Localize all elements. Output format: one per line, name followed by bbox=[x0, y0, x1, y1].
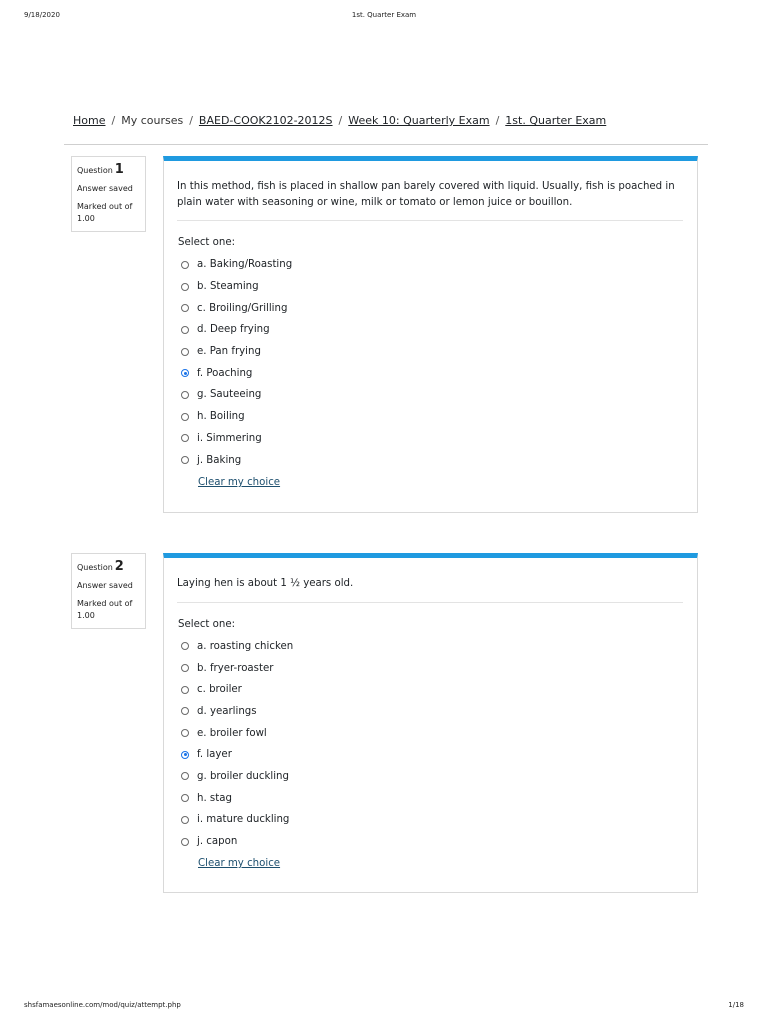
answer-label: b. Steaming bbox=[197, 281, 259, 293]
question-state: Answer saved bbox=[77, 581, 133, 590]
answer-option[interactable] bbox=[181, 679, 697, 701]
radio-icon[interactable] bbox=[181, 707, 189, 715]
answer-option[interactable] bbox=[181, 449, 697, 471]
radio-icon[interactable] bbox=[181, 304, 189, 312]
question-text: Laying hen is about 1 ½ years old. bbox=[177, 576, 683, 603]
question-number: Question 1 bbox=[77, 162, 124, 177]
breadcrumb-quiz[interactable]: 1st. Quarter Exam bbox=[505, 114, 607, 127]
radio-icon[interactable] bbox=[181, 456, 189, 464]
question-card-1 bbox=[163, 156, 698, 513]
answer-label: f. layer bbox=[197, 749, 232, 761]
breadcrumb-week[interactable]: Week 10: Quarterly Exam bbox=[348, 114, 490, 127]
answer-label: g. broiler duckling bbox=[197, 770, 289, 782]
answer-option[interactable] bbox=[181, 406, 697, 428]
radio-icon[interactable] bbox=[181, 838, 189, 846]
answer-label: j. Baking bbox=[197, 454, 242, 466]
answer-option[interactable] bbox=[181, 744, 697, 766]
answer-label: a. Baking/Roasting bbox=[197, 259, 293, 271]
answer-option[interactable] bbox=[181, 276, 697, 298]
radio-icon[interactable] bbox=[181, 772, 189, 780]
print-page-number: 1/18 bbox=[728, 1001, 744, 1009]
answer-option[interactable] bbox=[181, 831, 697, 853]
clear-choice-link[interactable]: Clear my choice bbox=[198, 858, 281, 870]
radio-icon[interactable] bbox=[181, 729, 189, 737]
question-card-2 bbox=[163, 553, 698, 893]
question-number: Question 2 bbox=[77, 559, 124, 574]
answer-label: h. stag bbox=[197, 792, 232, 804]
question-info-1 bbox=[71, 156, 146, 232]
question-info-2 bbox=[71, 553, 146, 629]
answer-list bbox=[181, 254, 697, 471]
answer-option[interactable] bbox=[181, 787, 697, 809]
print-url: shsfamaesonline.com/mod/quiz/attempt.php bbox=[24, 1001, 181, 1009]
question-grade: Marked out of 1.00 bbox=[77, 599, 133, 620]
print-title: 1st. Quarter Exam bbox=[351, 11, 417, 19]
answer-option[interactable] bbox=[181, 657, 697, 679]
answer-option[interactable] bbox=[181, 722, 697, 744]
answer-label: c. broiler bbox=[197, 684, 242, 696]
answer-option[interactable] bbox=[181, 701, 697, 723]
answer-label: j. capon bbox=[197, 836, 238, 848]
answer-label: d. Deep frying bbox=[197, 324, 270, 336]
radio-icon[interactable] bbox=[181, 348, 189, 356]
answer-label: e. Pan frying bbox=[197, 346, 261, 358]
question-grade: Marked out of 1.00 bbox=[77, 202, 133, 223]
answer-option[interactable] bbox=[181, 341, 697, 363]
radio-icon[interactable] bbox=[181, 642, 189, 650]
radio-icon[interactable] bbox=[181, 434, 189, 442]
radio-icon[interactable] bbox=[181, 326, 189, 334]
breadcrumb bbox=[73, 114, 606, 127]
answer-label: f. Poaching bbox=[197, 367, 253, 379]
radio-icon[interactable] bbox=[181, 413, 189, 421]
breadcrumb-separator: / bbox=[111, 114, 116, 127]
clear-choice-link[interactable]: Clear my choice bbox=[198, 476, 281, 488]
radio-checked-icon[interactable] bbox=[181, 751, 189, 759]
radio-checked-icon[interactable] bbox=[181, 369, 189, 377]
select-one-prompt: Select one: bbox=[178, 618, 236, 630]
radio-icon[interactable] bbox=[181, 391, 189, 399]
answer-option[interactable] bbox=[181, 297, 697, 319]
answer-list bbox=[181, 636, 697, 853]
answer-label: d. yearlings bbox=[197, 705, 257, 717]
answer-option[interactable] bbox=[181, 636, 697, 658]
question-text: In this method, fish is placed in shallow pan barely covered with liquid. Usually, fish is poached in plain water with seasoning or wine, milk or tomato or lemon juice or bouillon. bbox=[177, 179, 683, 221]
print-header bbox=[24, 11, 744, 23]
breadcrumb-my-courses: My courses bbox=[121, 114, 184, 127]
header-divider bbox=[64, 144, 708, 145]
answer-option[interactable] bbox=[181, 362, 697, 384]
answer-label: e. broiler fowl bbox=[197, 727, 267, 739]
breadcrumb-separator: / bbox=[189, 114, 193, 127]
breadcrumb-home[interactable]: Home bbox=[73, 114, 106, 127]
radio-icon[interactable] bbox=[181, 261, 189, 269]
radio-icon[interactable] bbox=[181, 686, 189, 694]
radio-icon[interactable] bbox=[181, 794, 189, 802]
print-footer bbox=[24, 1001, 744, 1013]
answer-option[interactable] bbox=[181, 428, 697, 450]
radio-icon[interactable] bbox=[181, 664, 189, 672]
answer-option[interactable] bbox=[181, 766, 697, 788]
print-date: 9/18/2020 bbox=[24, 11, 60, 19]
answer-option[interactable] bbox=[181, 809, 697, 831]
answer-label: a. roasting chicken bbox=[197, 640, 294, 652]
answer-label: i. Simmering bbox=[197, 432, 262, 444]
answer-label: c. Broiling/Grilling bbox=[197, 302, 288, 314]
select-one-prompt: Select one: bbox=[178, 237, 236, 248]
answer-option[interactable] bbox=[181, 384, 697, 406]
radio-icon[interactable] bbox=[181, 283, 189, 291]
radio-icon[interactable] bbox=[181, 816, 189, 824]
answer-label: g. Sauteeing bbox=[197, 389, 262, 401]
breadcrumb-separator: / bbox=[495, 114, 500, 127]
answer-option[interactable] bbox=[181, 319, 697, 341]
breadcrumb-course[interactable]: BAED-COOK2102-2012S bbox=[198, 114, 333, 127]
answer-option[interactable] bbox=[181, 254, 697, 276]
answer-label: b. fryer-roaster bbox=[197, 662, 274, 674]
breadcrumb-separator: / bbox=[338, 114, 343, 127]
question-state: Answer saved bbox=[77, 184, 133, 193]
answer-label: h. Boiling bbox=[197, 411, 245, 423]
answer-label: i. mature duckling bbox=[197, 814, 290, 826]
